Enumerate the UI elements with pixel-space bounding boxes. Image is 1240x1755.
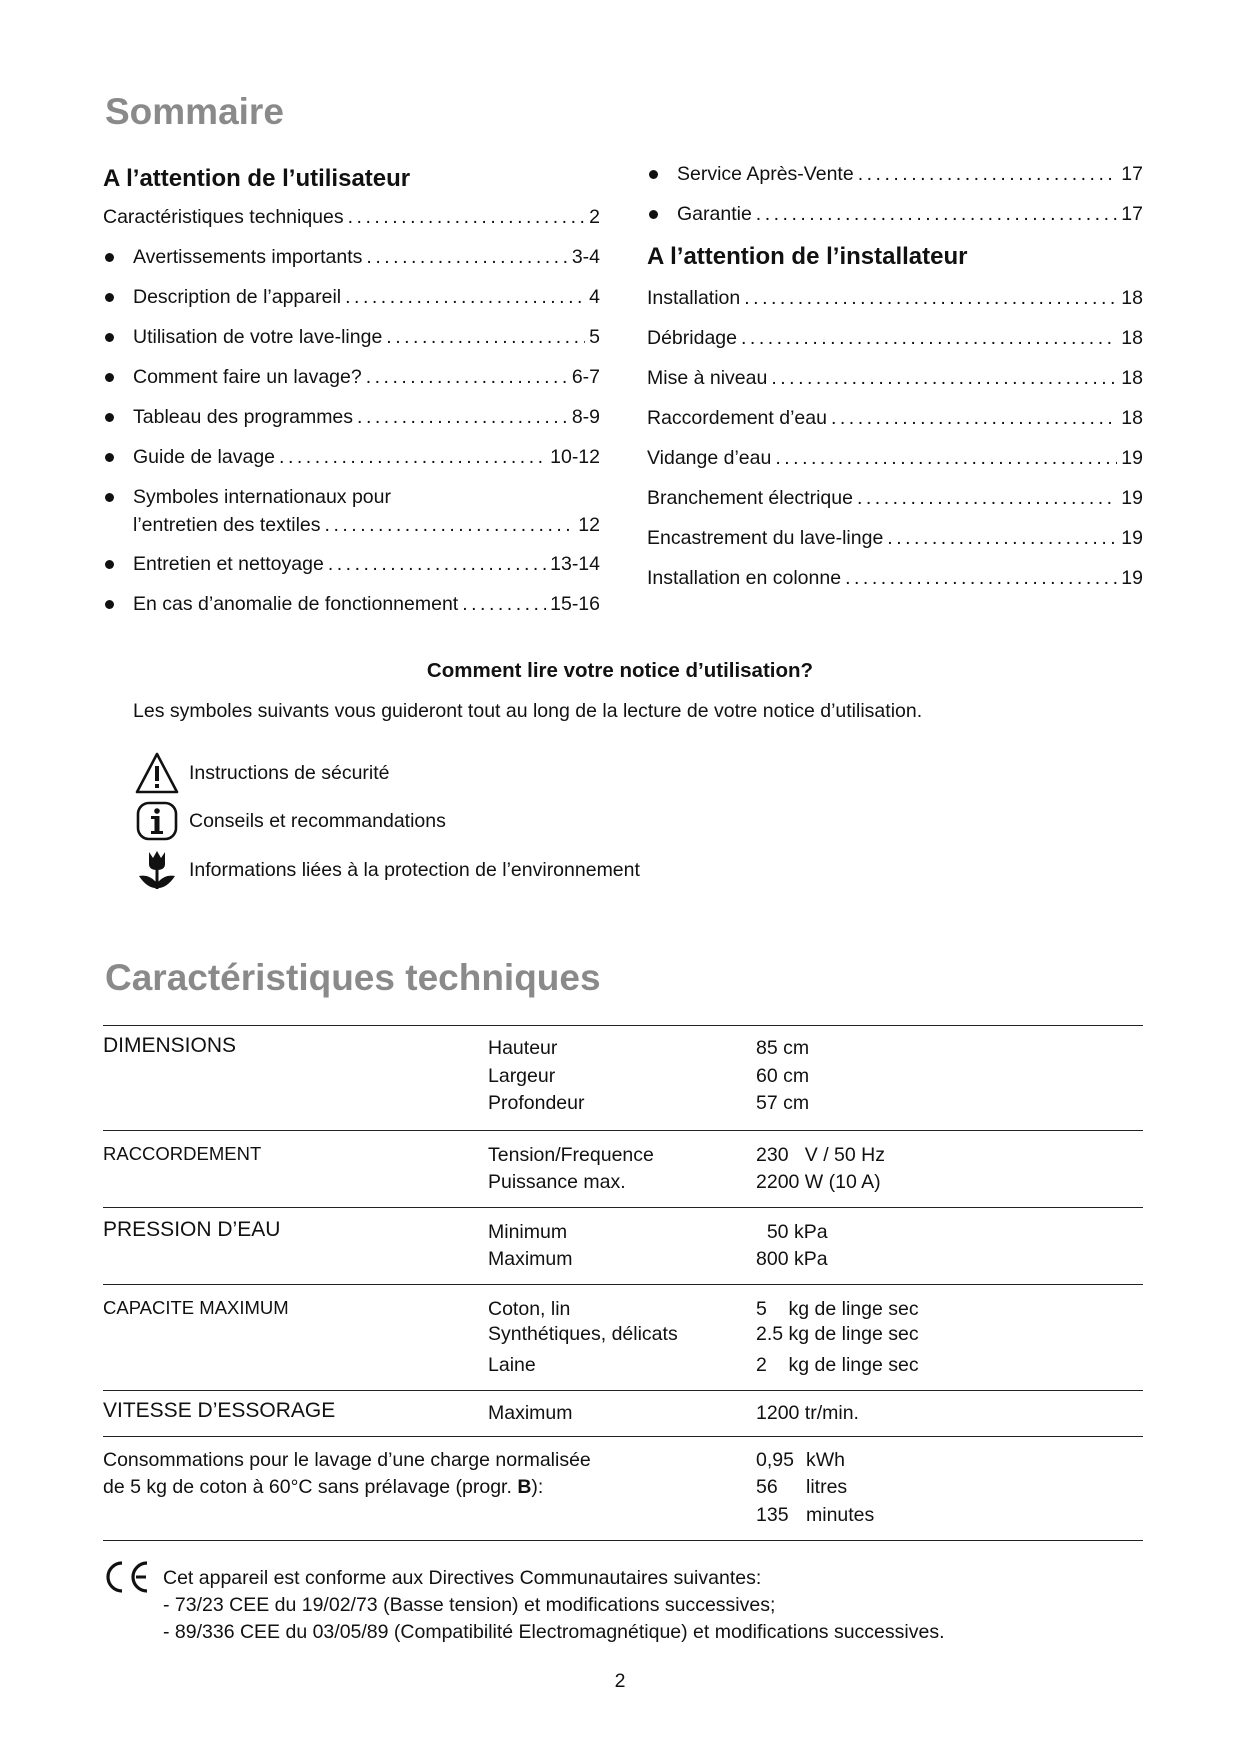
sommaire-title: Sommaire xyxy=(105,91,284,132)
toc-item: Raccordement d’eau ..... 18 xyxy=(647,404,1143,432)
spec-category: DIMENSIONS xyxy=(103,1034,237,1057)
symbol-row-advice: Conseils et recommandations xyxy=(135,799,446,843)
spec-category: PRESSION D’EAU xyxy=(103,1218,281,1241)
toc-item: Débridage ..... 18 xyxy=(647,324,1143,352)
spec-label: Hauteur xyxy=(488,1037,558,1059)
toc-item: Symboles internationaux pour l’entretien des textiles ..... 12 xyxy=(103,483,600,539)
consumption-description: Consommations pour le lavage d’une charge normalisée xyxy=(103,1449,591,1471)
toc-item: En cas d’anomalie de fonctionnement ..... 15-16 xyxy=(103,590,600,618)
spec-label: Minimum xyxy=(488,1221,568,1243)
how-to-read-title: Comment lire votre notice d’utilisation? xyxy=(426,659,814,682)
user-section-heading: A l’attention de l’utilisateur xyxy=(103,165,411,192)
service-toc-list xyxy=(647,160,1143,240)
spec-category: RACCORDEMENT xyxy=(103,1143,262,1164)
consumption-description-2: de 5 kg de coton à 60°C sans prélavage (progr. B): xyxy=(103,1476,544,1498)
toc-item: Entretien et nettoyage ..... 13-14 xyxy=(103,550,600,578)
spec-label: Profondeur xyxy=(488,1092,585,1114)
spec-value: 56 xyxy=(756,1476,778,1498)
toc-item: Guide de lavage ..... 10-12 xyxy=(103,443,600,471)
divider xyxy=(103,1540,1143,1541)
spec-value: 230 V / 50 Hz xyxy=(756,1144,885,1166)
spec-category: VITESSE D’ESSORAGE xyxy=(103,1399,336,1422)
specs-title: Caractéristiques techniques xyxy=(105,957,601,998)
spec-value: 1200 tr/min. xyxy=(756,1402,859,1424)
specs-raccordement xyxy=(103,1131,1143,1207)
toc-item: Installation ..... 18 xyxy=(647,284,1143,312)
toc-item: Vidange d’eau ..... 19 xyxy=(647,444,1143,472)
spec-value: 50 kPa xyxy=(756,1221,828,1243)
toc-item: Service Après-Vente ..... 17 xyxy=(647,160,1143,188)
spec-category: CAPACITE MAXIMUM xyxy=(103,1297,289,1318)
toc-item: Branchement électrique ..... 19 xyxy=(647,484,1143,512)
spec-label: Laine xyxy=(488,1354,536,1376)
spec-label: Synthétiques, délicats xyxy=(488,1323,678,1345)
spec-value: 800 kPa xyxy=(756,1248,828,1270)
toc-item: Installation en colonne ..... 19 xyxy=(647,564,1143,592)
specs-table xyxy=(103,1025,1143,1541)
spec-unit: litres xyxy=(806,1476,848,1498)
installer-section-heading: A l’attention de l’installateur xyxy=(647,243,968,270)
toc-item: Garantie ..... 17 xyxy=(647,200,1143,228)
specs-pression xyxy=(103,1208,1143,1284)
spec-value: 0,95 xyxy=(756,1449,794,1471)
specs-consommations xyxy=(103,1437,1143,1540)
specs-vitesse xyxy=(103,1391,1143,1436)
spec-value: 5 kg de linge sec xyxy=(756,1298,919,1320)
toc-item: Description de l’appareil ..... 4 xyxy=(103,283,600,311)
toc-item: Tableau des programmes ..... 8-9 xyxy=(103,403,600,431)
spec-value: 2 kg de linge sec xyxy=(756,1354,919,1376)
toc-item: Comment faire un lavage? ..... 6-7 xyxy=(103,363,600,391)
spec-label: Tension/Frequence xyxy=(488,1144,654,1166)
ce-directive: - 89/336 CEE du 03/05/89 (Compatibilité Electromagnétique) et modifications successives. xyxy=(163,1621,945,1643)
environment-tulip-icon xyxy=(135,848,179,892)
ce-mark-icon xyxy=(103,1560,153,1599)
info-icon xyxy=(135,799,179,843)
ce-statement: Cet appareil est conforme aux Directives Communautaires suivantes: xyxy=(163,1567,762,1589)
spec-value: 60 cm xyxy=(756,1065,810,1087)
spec-unit: minutes xyxy=(806,1504,875,1526)
spec-value: 2.5 kg de linge sec xyxy=(756,1323,919,1345)
page-number: 2 xyxy=(614,1670,626,1692)
spec-value: 135 xyxy=(756,1504,789,1526)
spec-label: Maximum xyxy=(488,1248,573,1270)
spec-label: Coton, lin xyxy=(488,1298,571,1320)
toc-item: Mise à niveau ..... 18 xyxy=(647,364,1143,392)
ce-directive: - 73/23 CEE du 19/02/73 (Basse tension) et modifications successives; xyxy=(163,1594,776,1616)
spec-value: 57 cm xyxy=(756,1092,810,1114)
spec-label: Largeur xyxy=(488,1065,556,1087)
spec-label: Maximum xyxy=(488,1402,573,1424)
symbol-row-safety: Instructions de sécurité xyxy=(135,751,390,795)
toc-item: Caractéristiques techniques ..... 2 xyxy=(103,203,600,231)
user-toc-list xyxy=(103,203,600,630)
toc-item: Avertissements importants ..... 3-4 xyxy=(103,243,600,271)
spec-value: 85 cm xyxy=(756,1037,810,1059)
installer-toc-list xyxy=(647,284,1143,604)
spec-value: 2200 W (10 A) xyxy=(756,1171,881,1193)
toc-item: Utilisation de votre lave-linge ..... 5 xyxy=(103,323,600,351)
spec-unit: kWh xyxy=(806,1449,845,1471)
specs-capacite xyxy=(103,1285,1143,1390)
symbol-row-environment: Informations liées à la protection de l’environnement xyxy=(135,848,640,892)
warning-triangle-icon xyxy=(135,751,179,795)
toc-item: Encastrement du lave-linge ..... 19 xyxy=(647,524,1143,552)
spec-label: Puissance max. xyxy=(488,1171,626,1193)
how-to-read-intro: Les symboles suivants vous guideront tout au long de la lecture de votre notice d’utilisation. xyxy=(133,700,923,722)
specs-dimensions xyxy=(103,1026,1143,1130)
